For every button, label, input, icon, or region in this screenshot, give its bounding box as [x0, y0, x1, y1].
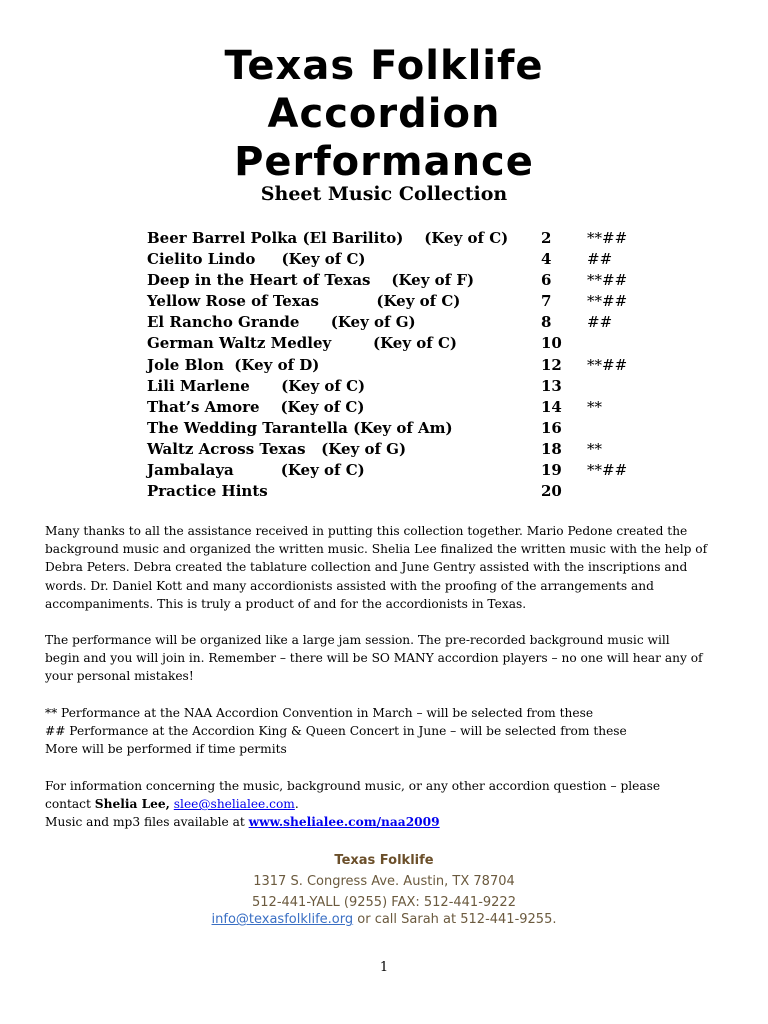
files-line — [45, 813, 745, 831]
toc-page-number: 12 — [541, 355, 562, 374]
toc-page-number: 19 — [541, 461, 562, 480]
toc-page-number: 8 — [541, 313, 552, 332]
toc-performance-mark: ** — [587, 439, 602, 458]
text-line: The performance will be organized like a large jam session. The pre-recorded background music will — [45, 633, 670, 647]
toc-row — [147, 249, 687, 270]
toc-title: Jole Blon (Key of D) — [147, 355, 320, 374]
contact-email-link[interactable]: slee@shelialee.com — [173, 797, 295, 812]
toc-performance-mark: **## — [587, 461, 628, 480]
toc-title: Waltz Across Texas (Key of G) — [147, 439, 407, 458]
toc-title: Jambalaya (Key of C) — [147, 461, 365, 480]
toc-row — [147, 460, 687, 481]
document-title — [0, 42, 768, 186]
text-line: accompaniments. This is truly a product of and for the accordionists in Texas. — [45, 596, 527, 611]
legend-double-star: ** Performance at the NAA Accordion Convention in March – will be selected from these — [45, 706, 594, 720]
toc-title: German Waltz Medley (Key of C) — [147, 334, 457, 353]
toc-performance-mark: **## — [587, 292, 628, 311]
toc-page-number: 10 — [541, 334, 562, 353]
toc-title: That’s Amore (Key of C) — [147, 397, 365, 416]
toc-title: Practice Hints — [147, 482, 268, 501]
legend-note: More will be performed if time permits — [45, 742, 287, 757]
toc-row — [147, 355, 687, 376]
legend-paragraph — [45, 704, 745, 759]
toc-performance-mark: ## — [587, 250, 613, 269]
text-line: begin and you will join in. Remember – there will be SO MANY accordion players – no one will hear any of — [45, 651, 703, 666]
title-line-2: Accordion — [267, 91, 501, 137]
toc-page-number: 16 — [541, 418, 562, 437]
toc-page-number: 13 — [541, 376, 562, 395]
toc-performance-mark: ## — [587, 313, 613, 332]
footer-address: 1317 S. Congress Ave. Austin, TX 78704 — [253, 874, 515, 889]
toc-title: Beer Barrel Polka (El Barilito) (Key of C) — [147, 229, 509, 247]
performance-paragraph — [45, 631, 745, 686]
toc-row — [147, 481, 687, 502]
toc-performance-mark: ** — [587, 397, 602, 416]
files-prefix: Music and mp3 files available at — [45, 815, 249, 830]
text-line: words. Dr. Daniel Kott and many accordionists assisted with the proofing of the arrangements and — [45, 578, 654, 593]
footer-call-text: or call Sarah at 512-441-9255. — [353, 912, 557, 927]
contact-paragraph — [45, 777, 745, 832]
contact-end: . — [294, 797, 299, 812]
title-line-1: Texas Folklife — [224, 43, 544, 89]
contact-prefix: contact — [45, 797, 95, 812]
toc-page-number: 14 — [541, 397, 562, 416]
text-line: For information concerning the music, background music, or any other accordion question – please — [45, 779, 661, 793]
legend-double-hash: ## Performance at the Accordion King & Queen Concert in June – will be selected from these — [45, 724, 627, 739]
page-number: 1 — [379, 960, 389, 975]
toc-row — [147, 228, 687, 249]
title-line-3: Performance — [234, 139, 534, 185]
footer-org-name: Texas Folklife — [334, 853, 434, 868]
contact-name: Shelia Lee, — [94, 797, 170, 812]
acknowledgements-paragraph — [45, 522, 745, 613]
toc-page-number: 6 — [541, 271, 552, 290]
toc-page-number: 4 — [541, 250, 552, 269]
toc-row — [147, 418, 687, 439]
toc-title: Lili Marlene (Key of C) — [147, 376, 366, 395]
toc-row — [147, 376, 687, 397]
text-line: your personal mistakes! — [45, 669, 194, 684]
text-line: background music and organized the written music. Shelia Lee finalized the written music with the help of — [45, 542, 708, 557]
footer-email-line — [0, 910, 768, 930]
footer-email-link[interactable]: info@texasfolklife.org — [211, 912, 354, 927]
toc-title: Deep in the Heart of Texas (Key of F) — [147, 271, 475, 290]
toc-title: El Rancho Grande (Key of G) — [147, 313, 416, 332]
text-line: Debra Peters. Debra created the tablature collection and June Gentry assisted with the inscriptions and — [45, 560, 688, 575]
toc-page-number: 7 — [541, 292, 552, 311]
toc-row — [147, 333, 687, 354]
document-subtitle: Sheet Music Collection — [260, 183, 508, 205]
toc-row — [147, 312, 687, 333]
toc-row — [147, 270, 687, 291]
toc-row — [147, 291, 687, 312]
toc-title: The Wedding Tarantella (Key of Am) — [147, 418, 453, 437]
files-url-link[interactable]: www.shelialee.com/naa2009 — [248, 815, 440, 830]
toc-performance-mark: **## — [587, 229, 628, 247]
toc-page-number: 18 — [541, 439, 562, 458]
toc-title: Cielito Lindo (Key of C) — [147, 250, 366, 269]
toc-title: Yellow Rose of Texas (Key of C) — [147, 292, 461, 311]
text-line: Many thanks to all the assistance received in putting this collection together. Mario Pedone created the — [45, 524, 688, 538]
toc-performance-mark: **## — [587, 271, 628, 290]
toc-performance-mark: **## — [587, 355, 628, 374]
footer-phone: 512-441-YALL (9255) FAX: 512-441-9222 — [252, 895, 516, 910]
table-of-contents — [147, 228, 687, 502]
toc-row — [147, 439, 687, 460]
toc-page-number: 2 — [541, 229, 552, 247]
contact-line — [45, 795, 745, 813]
toc-page-number: 20 — [541, 482, 562, 501]
toc-row — [147, 397, 687, 418]
